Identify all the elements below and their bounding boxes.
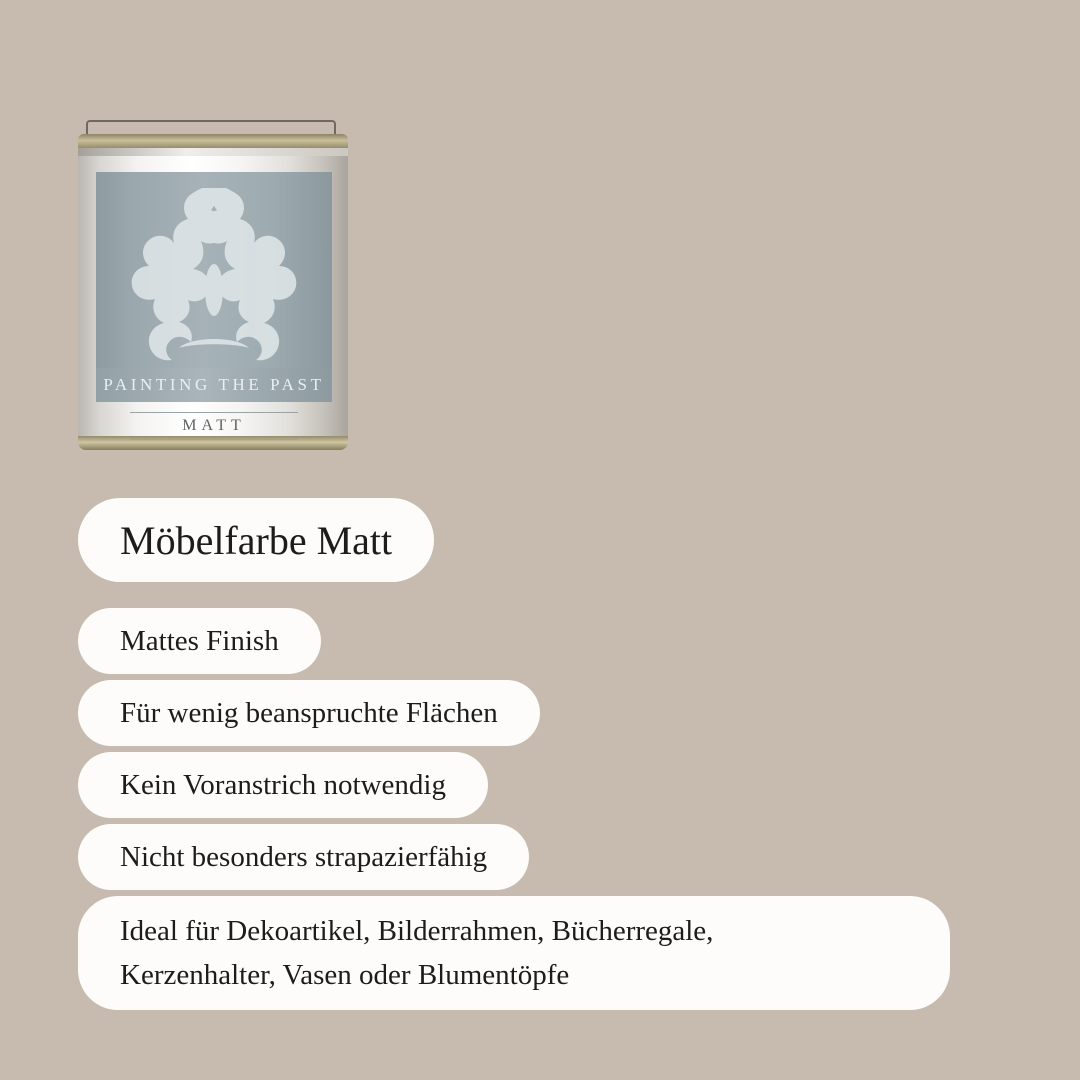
can-brand-band	[96, 368, 332, 402]
feature-label-3: Kein Voranstrich notwendig	[120, 768, 446, 801]
feature-label-1: Mattes Finish	[120, 624, 279, 657]
can-upper-band	[78, 148, 348, 156]
feature-pill-2	[78, 680, 540, 746]
feature-pill-1	[78, 608, 321, 674]
usage-line-1: Ideal für Dekoartikel, Bilderrahmen, Bücherregale,	[120, 915, 714, 947]
damask-ornament-icon	[119, 180, 309, 370]
can-brand-text: PAINTING THE PAST	[103, 375, 325, 394]
page-title: Möbelfarbe Matt	[120, 517, 393, 563]
usage-text	[120, 909, 713, 997]
usage-pill	[78, 896, 950, 1010]
usage-line-2: Kerzenhalter, Vasen oder Blumentöpfe	[120, 959, 570, 991]
feature-pill-4	[78, 824, 529, 890]
can-finish-text: MATT	[182, 417, 246, 434]
product-title-pill	[78, 498, 434, 582]
feature-label-2: Für wenig beanspruchte Flächen	[120, 696, 498, 729]
feature-pill-3	[78, 752, 488, 818]
feature-label-4: Nicht besonders strapazierfähig	[120, 840, 488, 873]
can-label	[96, 172, 332, 384]
can-finish-band	[130, 412, 298, 440]
paint-can-illustration	[78, 120, 348, 450]
